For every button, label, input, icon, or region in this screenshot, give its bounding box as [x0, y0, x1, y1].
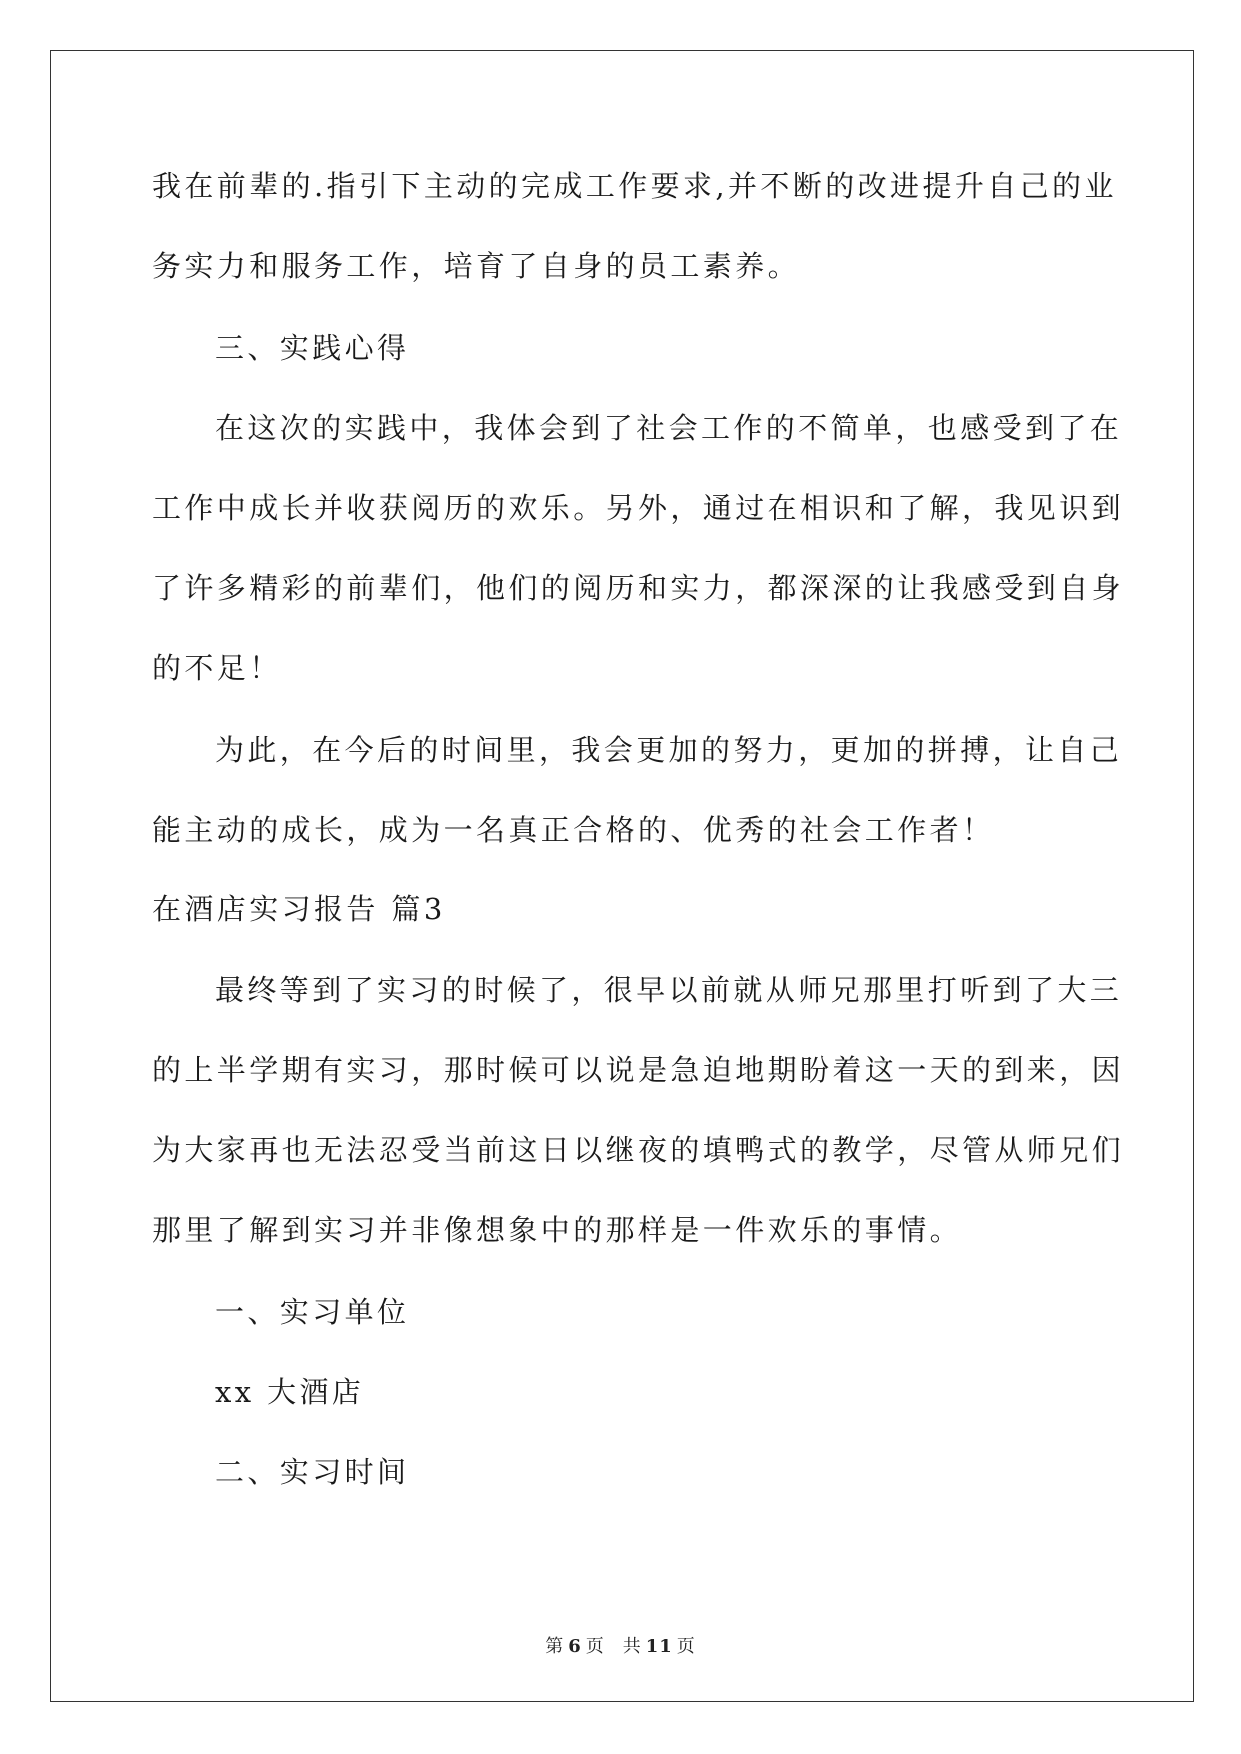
page-number: 6	[568, 1636, 582, 1657]
paragraph-line: 最终等到了实习的时候了，很早以前就从师兄那里打听到了大三	[215, 973, 1123, 1007]
page-footer	[0, 1632, 1241, 1658]
page-prefix: 第	[545, 1636, 565, 1657]
paragraph-line: 为大家再也无法忍受当前这日以继夜的填鸭式的教学，尽管从师兄们	[152, 1133, 1125, 1167]
paragraph-line: 务实力和服务工作，培育了自身的员工素养。	[152, 249, 801, 283]
total-pages: 11	[645, 1636, 673, 1657]
section-heading: 一、实习单位	[215, 1295, 410, 1329]
paragraph-line: xx 大酒店	[215, 1375, 365, 1409]
paragraph-line: 在这次的实践中，我体会到了社会工作的不简单，也感受到了在	[215, 411, 1123, 445]
paragraph-line: 为此，在今后的时间里，我会更加的努力，更加的拼搏，让自己	[215, 733, 1123, 767]
paragraph-line: 的不足！	[152, 651, 282, 685]
paragraph-line: 的上半学期有实习，那时候可以说是急迫地期盼着这一天的到来，因	[152, 1053, 1125, 1087]
article-title: 在酒店实习报告 篇3	[152, 892, 446, 926]
section-heading: 二、实习时间	[215, 1455, 410, 1489]
section-heading: 三、实践心得	[215, 331, 410, 365]
paragraph-line: 我在前辈的.指引下主动的完成工作要求,并不断的改进提升自己的业	[152, 169, 1117, 203]
total-suffix: 页	[676, 1636, 696, 1657]
paragraph-line: 工作中成长并收获阅历的欢乐。另外，通过在相识和了解，我见识到	[152, 491, 1125, 525]
paragraph-line: 了许多精彩的前辈们，他们的阅历和实力，都深深的让我感受到自身	[152, 571, 1125, 605]
paragraph-line: 能主动的成长，成为一名真正合格的、优秀的社会工作者！	[152, 813, 995, 847]
total-prefix: 共	[622, 1636, 642, 1657]
page-suffix: 页	[585, 1636, 605, 1657]
paragraph-line: 那里了解到实习并非像想象中的那样是一件欢乐的事情。	[152, 1213, 963, 1247]
